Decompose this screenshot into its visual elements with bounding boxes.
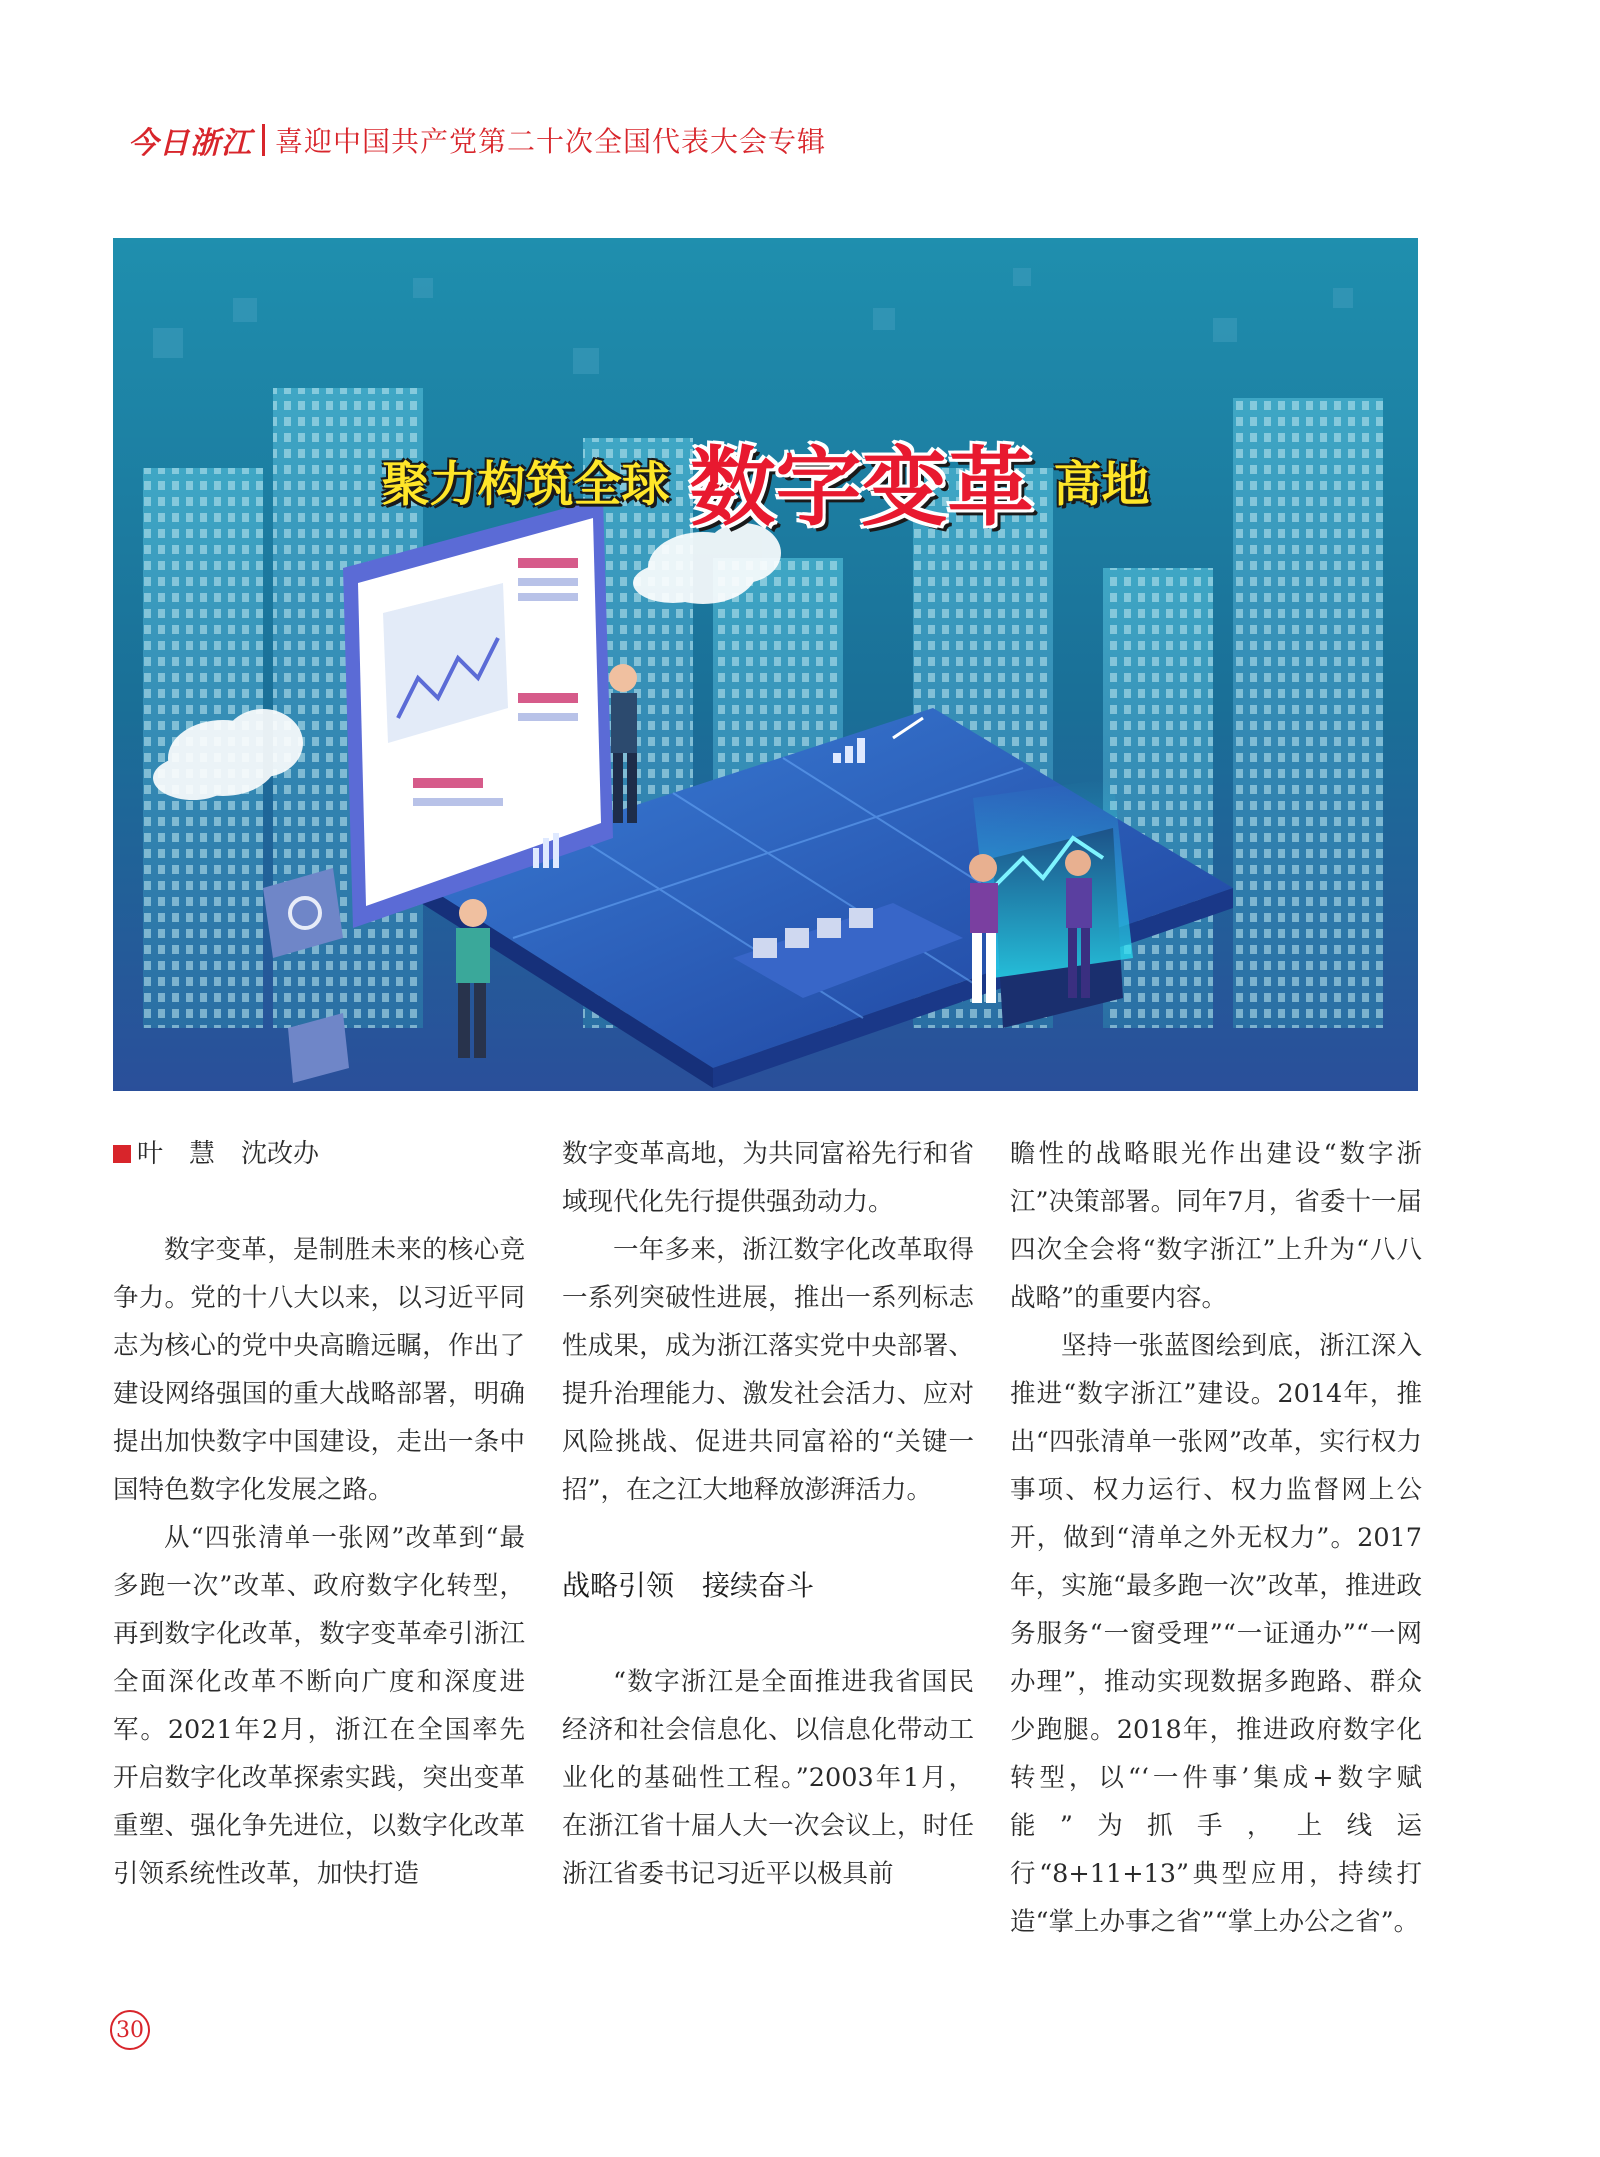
section-heading: 战略引领 接续奋斗: [562, 1569, 815, 1602]
article-column-3: [1010, 1130, 1422, 1946]
paragraph-continued: 数字变革高地，为共同富裕先行和省域现代化先行提供强劲动力。: [562, 1139, 974, 1217]
paragraph: 从“四张清单一张网”改革到“最多跑一次”改革、政府数字化转型，再到数字化改革，数字变革牵引浙江全面深化改革不断向广度和深度进军。2021年2月，浙江在全国率先开启数字化改革探索实践，突出变革重塑、强化争先进位，以数字化改革引领系统性改革，加快打造: [113, 1523, 525, 1889]
article-column-1: [113, 1130, 525, 1898]
hero-illustration: [113, 238, 1418, 1091]
article-column-2: [562, 1130, 974, 1898]
byline: [113, 1130, 525, 1178]
special-issue-title: 喜迎中国共产党第二十次全国代表大会专辑: [275, 125, 827, 158]
hero-title-highlight: 数字变革: [689, 438, 1034, 538]
paragraph: 坚持一张蓝图绘到底，浙江深入推进“数字浙江”建设。2014年，推出“四张清单一张网”改革，实行权力事项、权力运行、权力监督网上公开，做到“清单之外无权力”。2017年，实施“最多跑一次”改革，推进政务服务“一窗受理”“一证通办”“一网办理”，推动实现数据多跑路、群众少跑腿。2018年，推进政府数字化转型，以“‘一件事’集成+数字赋能”为抓手，上线运行“8+11+13”典型应用，持续打造“掌上办事之省”“掌上办公之省”。: [1010, 1331, 1422, 1937]
paragraph: 一年多来，浙江数字化改革取得一系列突破性进展，推出一系列标志性成果，成为浙江落实党中央部署、提升治理能力、激发社会活力、应对风险挑战、促进共同富裕的“关键一招”，在之江大地释放澎湃活力。: [562, 1235, 974, 1505]
hero-title-part1: 聚力构筑全球: [381, 456, 670, 513]
header-divider: [262, 124, 265, 156]
hero-title: [113, 418, 1418, 542]
page-number: 30: [110, 2010, 150, 2050]
page-header: [128, 118, 826, 162]
digital-city-illustration: [113, 238, 1418, 1091]
paragraph: 数字变革，是制胜未来的核心竞争力。党的十八大以来，以习近平同志为核心的党中央高瞻远瞩，作出了建设网络强国的重大战略部署，明确提出加快数字中国建设，走出一条中国特色数字化发展之路。: [113, 1235, 525, 1505]
paragraph-continued: 瞻性的战略眼光作出建设“数字浙江”决策部署。同年7月，省委十一届四次全会将“数字浙江”上升为“八八战略”的重要内容。: [1010, 1139, 1422, 1313]
byline-authors: 叶 慧 沈改办: [137, 1139, 320, 1169]
magazine-logo: 今日浙江: [128, 126, 252, 161]
paragraph: “数字浙江是全面推进我省国民经济和社会信息化、以信息化带动工业化的基础性工程。”2003年1月，在浙江省十届人大一次会议上，时任浙江省委书记习近平以极具前: [562, 1667, 974, 1889]
byline-marker-icon: [113, 1145, 131, 1163]
hero-title-part2: 高地: [1053, 456, 1150, 513]
